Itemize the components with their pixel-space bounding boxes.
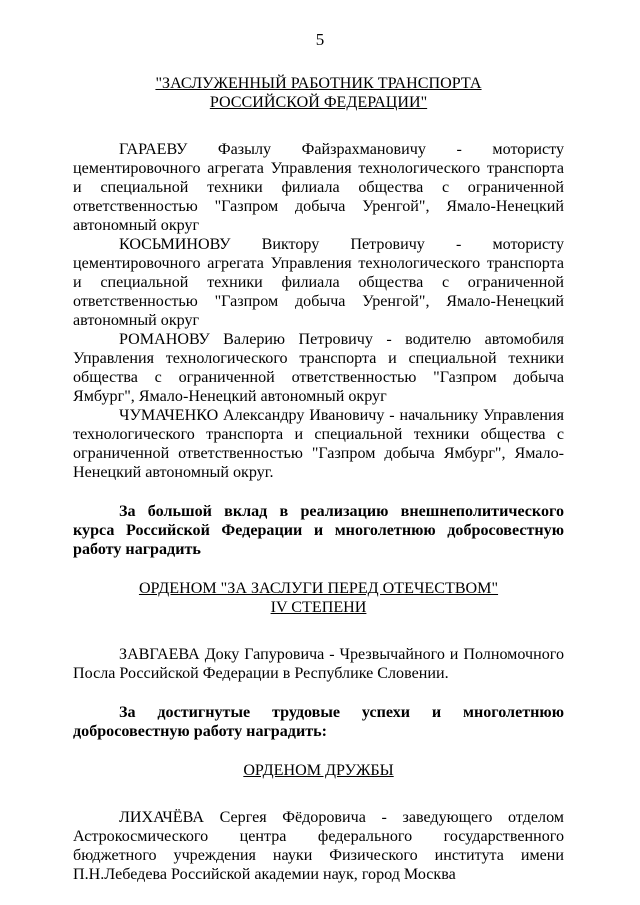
award-title <box>73 579 564 617</box>
award-title <box>73 74 564 112</box>
awardee-entry: ГАРАЕВУ Фазылу Файзрахмановичу - мотористу цементировочного агрегата Управления технологического транспорта и специальной техники филиала общества с ограниченной ответственностью "Газпром добыча Уренгой", Ямало-Ненецкий автономный округ <box>73 141 564 234</box>
decree-content <box>73 74 564 884</box>
award-title-line: ОРДЕНОМ ДРУЖБЫ <box>243 762 394 779</box>
award-preamble: За достигнутые трудовые успехи и многолетнюю добросовестную работу наградить: <box>73 704 564 740</box>
award-title <box>73 761 564 780</box>
award-title-line: ОРДЕНОМ "ЗА ЗАСЛУГИ ПЕРЕД ОТЕЧЕСТВОМ" <box>138 580 499 597</box>
awardee-entry: РОМАНОВУ Валерию Петровичу - водителю автомобиля Управления технологического транспорта и специальной техники общества с ограниченной ответственностью "Газпром добыча Ямбург", Ямало-Ненецкий автономный округ <box>73 331 564 405</box>
award-title-line: РОССИЙСКОЙ ФЕДЕРАЦИИ" <box>209 94 428 111</box>
awardee-entry: ЗАВГАЕВА Доку Гапуровича - Чрезвычайного и Полномочного Посла Российской Федерации в Республике Словении. <box>73 646 564 682</box>
awardee-entry: ЛИХАЧЁВА Сергея Фёдоровича - заведующего отделом Астрокосмического центра федерального государственного бюджетного учреждения науки Физического института имени П.Н.Лебедева Российской академии наук, город Москва <box>73 809 564 883</box>
awardee-entry: КОСЬМИНОВУ Виктору Петровичу - мотористу цементировочного агрегата Управления технологического транспорта и специальной техники филиала общества с ограниченной ответственностью "Газпром добыча Уренгой", Ямало-Ненецкий автономный округ <box>73 236 564 329</box>
award-preamble: За большой вклад в реализацию внешнеполитического курса Российской Федерации и многолетнюю добросовестную работу наградить <box>73 503 564 558</box>
awardee-entry: ЧУМАЧЕНКО Александру Ивановичу - начальнику Управления технологического транспорта и специальной техники общества с ограниченной ответственностью "Газпром добыча Ямбург", Ямало-Ненецкий автономный округ. <box>73 407 564 481</box>
award-title-line: "ЗАСЛУЖЕННЫЙ РАБОТНИК ТРАНСПОРТА <box>155 75 482 92</box>
award-title-line: IV СТЕПЕНИ <box>270 599 367 616</box>
page-number: 5 <box>315 30 325 49</box>
